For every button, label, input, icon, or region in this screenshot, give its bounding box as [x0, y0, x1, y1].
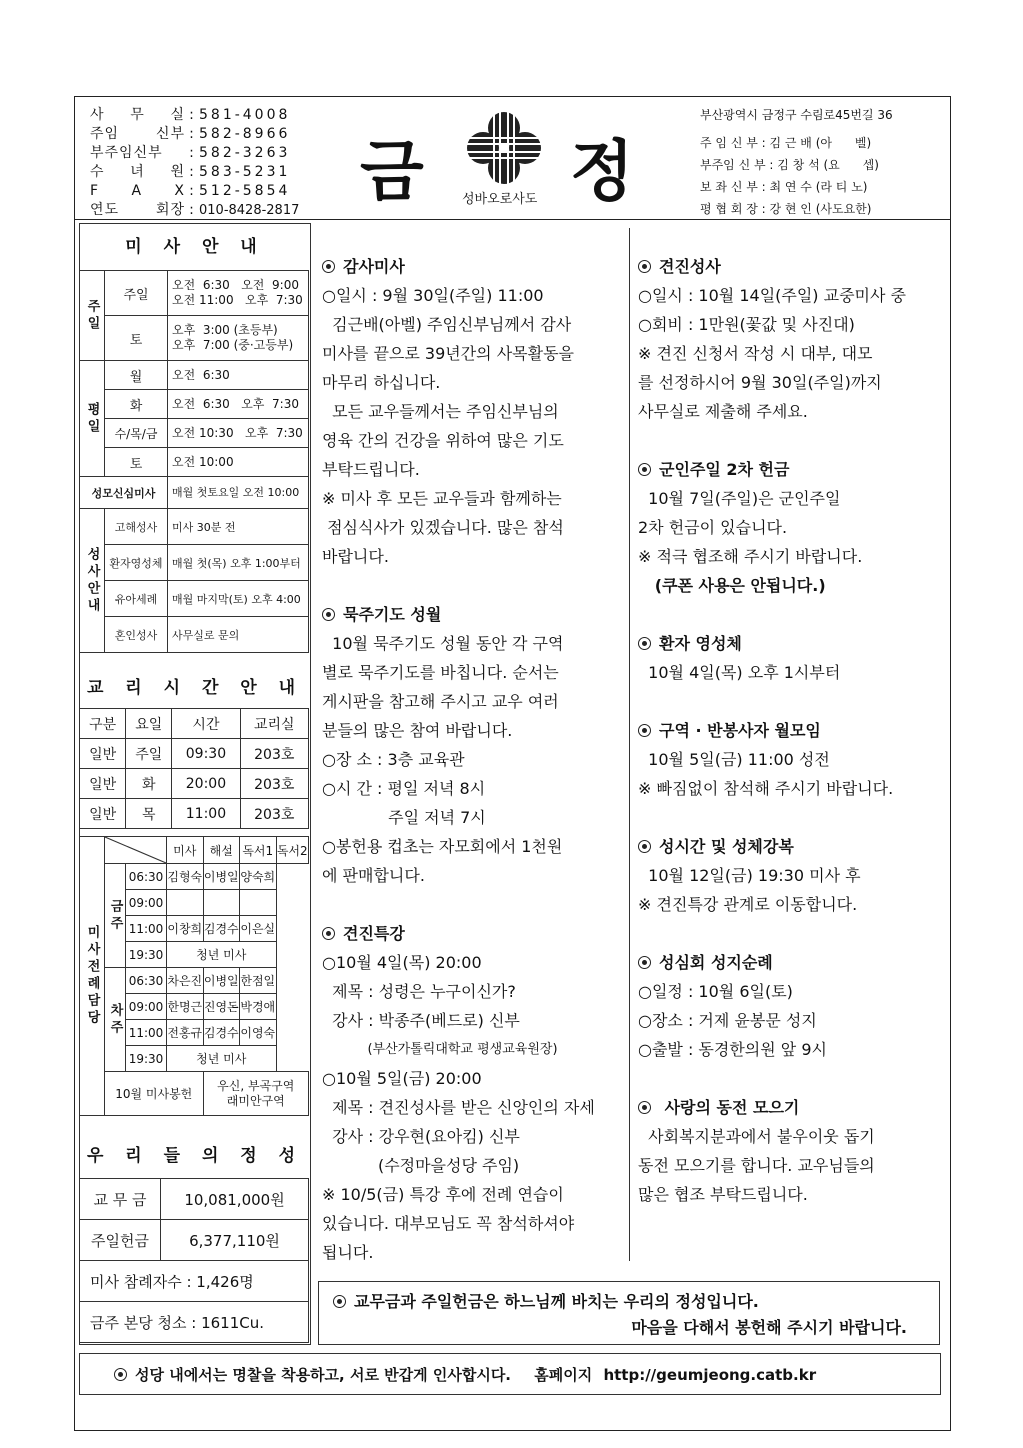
body-line: 10월 묵주기도 성월 동안 각 구역: [322, 634, 564, 653]
contact-value: 512-5854: [199, 183, 291, 199]
catechism-header: 요일: [126, 709, 172, 739]
mass-day: 화: [105, 390, 168, 419]
body-line: ○장소 : 거제 윤봉문 성지: [638, 1011, 817, 1030]
sacrament-value: 매월 마지막(토) 오후 4:00: [168, 581, 309, 617]
spacer: [638, 919, 906, 948]
mass-day: 토: [105, 448, 168, 477]
body-line: 있습니다. 대부모님도 꼭 참석하셔야: [322, 1214, 575, 1233]
youth-mass: 청년 미사: [167, 942, 277, 968]
body-line: 사회복지분과에서 불우이웃 돕기: [638, 1127, 875, 1146]
catechism-cell: 일반: [80, 799, 126, 829]
notice-box: [318, 1281, 940, 1345]
middle-column: [322, 252, 595, 1267]
catechism-cell: 11:00: [172, 799, 240, 829]
body-line: 제목 : 견진성사를 받은 신앙인의 자세: [322, 1098, 595, 1117]
body-line: ○출발 : 동경한의원 앞 9시: [638, 1040, 827, 1059]
catechism-cell: 목: [126, 799, 172, 829]
mass-time: 오후 3:00 (초등부) 오후 7:00 (중·고등부): [168, 316, 309, 361]
staff-line: 평 협 회 장 : 강 현 인 (사도요한): [700, 202, 872, 216]
contact-row: [90, 182, 310, 201]
bullet-icon: [638, 260, 651, 273]
colon: :: [189, 164, 195, 180]
body-line: 동전 모으기를 합니다. 교우님들의: [638, 1156, 875, 1175]
bullet-icon: [638, 840, 651, 853]
body-line: 강사 : 박종주(베드로) 신부: [322, 1011, 520, 1030]
sacrament-value: 매월 첫(목) 오후 1:00부터: [168, 545, 309, 581]
sacrament-name: 고해성사: [105, 509, 168, 545]
body-line: ○일시 : 9월 30일(주일) 11:00: [322, 286, 544, 305]
spacer: [638, 426, 906, 455]
contact-value: 010-8428-2817: [199, 203, 300, 218]
contact-list: [90, 106, 310, 220]
section-heading-text: 군인주일 2차 헌금: [659, 460, 790, 479]
title-right-char: 정: [570, 132, 634, 210]
sunday-offering-label: 주일헌금: [80, 1220, 161, 1261]
catechism-cell: 주일: [126, 739, 172, 769]
liturgy-cell: 이병일: [203, 968, 240, 994]
special-mass-label: 성모신심미사: [80, 477, 168, 509]
liturgy-cell: 한점일: [240, 968, 277, 994]
body-line: 바랍니다.: [322, 547, 389, 566]
section-heading: [638, 832, 906, 861]
section-heading-text: 구역 · 반봉사자 월모임: [659, 721, 821, 740]
body-line: 2차 헌금이 있습니다.: [638, 518, 788, 537]
mass-time: 오전 6:30 오후 7:30: [168, 390, 309, 419]
liturgy-cell: [240, 890, 277, 916]
youth-mass: 청년 미사: [167, 1046, 277, 1072]
liturgy-cell: 이병일: [203, 864, 240, 890]
liturgy-cell: 한명근: [167, 994, 204, 1020]
body-line: 영육 간의 건강을 위하여 많은 기도: [322, 431, 564, 450]
offering-value: 우신, 부곡구역 래미안구역: [203, 1072, 309, 1116]
body-line: ○10월 4일(목) 20:00: [322, 953, 482, 972]
body-line: ※ 10/5(금) 특강 후에 전례 연습이: [322, 1185, 564, 1204]
devotion-title: 우 리 들 의 정 성: [86, 1146, 304, 1166]
body-line: 10월 7일(주일)은 군인주일: [638, 489, 841, 508]
bullet-icon: [638, 956, 651, 969]
body-line: 마무리 하십니다.: [322, 373, 441, 392]
catechism-cell: 203호: [240, 799, 309, 829]
mass-time-cell: 19:30: [126, 942, 167, 968]
catechism-cell: 일반: [80, 739, 126, 769]
sacrament-name: 혼인성사: [105, 617, 168, 653]
liturgy-cell: 이영숙: [240, 1020, 277, 1046]
colon: :: [189, 202, 195, 218]
body-line: ○일시 : 10월 14일(주일) 교중미사 중: [638, 286, 907, 305]
bullet-icon: [333, 1295, 346, 1308]
colon: :: [189, 107, 195, 123]
title-left-char: 금: [360, 132, 424, 210]
liturgy-header: 독서2: [276, 837, 309, 864]
section-heading: [638, 455, 906, 484]
body-line: ※ 견진특강 관계로 이동합니다.: [638, 895, 858, 914]
body-line: 10월 4일(목) 오후 1시부터: [638, 663, 841, 682]
section-heading: [322, 252, 595, 281]
body-line: 에 판매합니다.: [322, 866, 425, 885]
section-heading-text: 성심회 성지순례: [659, 953, 773, 972]
mass-time: 오전 10:30 오후 7:30: [168, 419, 309, 448]
week-label: 금주: [105, 864, 126, 968]
section-heading-text: 환자 영성체: [659, 634, 742, 653]
contact-row: [90, 201, 310, 220]
cleaning: 금주 본당 청소 : 1611Cu.: [80, 1302, 309, 1343]
contact-row: [90, 106, 310, 125]
liturgy-cell: 이창희: [167, 916, 204, 942]
body-line: ※ 빠짐없이 참석해 주시기 바랍니다.: [638, 779, 894, 798]
bullet-icon: [638, 463, 651, 476]
body-line: ※ 적극 협조해 주시기 바랍니다.: [638, 547, 863, 566]
body-line: (부산가톨릭대학교 평생교육원장): [322, 1042, 558, 1057]
tithe-label: 교 무 금: [80, 1179, 161, 1220]
mass-day: 토: [105, 316, 168, 361]
spacer: [322, 890, 595, 919]
footer-text: 성당 내에서는 명찰을 착용하고, 서로 반갑게 인사합시다.: [135, 1366, 512, 1384]
homepage-label: 홈페이지: [534, 1366, 593, 1384]
subtitle: 성바오로사도: [462, 192, 538, 207]
body-line: (수정마을성당 주임): [322, 1156, 520, 1175]
body-line: 별로 묵주기도를 바칩니다. 순서는: [322, 663, 559, 682]
body-line: ※ 미사 후 모든 교우들과 함께하는: [322, 489, 562, 508]
mass-time-cell: 19:30: [126, 1046, 167, 1072]
catechism-header: 구분: [80, 709, 126, 739]
body-line: 됩니다.: [322, 1243, 374, 1262]
contact-label: 수 녀 원: [90, 164, 185, 180]
contact-value: 581-4008: [199, 107, 291, 123]
mass-time-cell: 06:30: [126, 968, 167, 994]
sacrament-name: 유아세례: [105, 581, 168, 617]
catechism-title: 교 리 시 간 안 내: [86, 678, 304, 698]
catechism-table: [79, 708, 309, 829]
section-heading: [638, 948, 906, 977]
liturgy-header: 미사: [167, 837, 204, 864]
body-line: 제목 : 성령은 누구이신가?: [322, 982, 516, 1001]
diagonal-cell: [105, 837, 167, 864]
body-line: ※ 견진 신청서 작성 시 대부, 대모: [638, 344, 873, 363]
liturgy-cell: 박경애: [240, 994, 277, 1020]
liturgy-header: 해설: [203, 837, 240, 864]
mass-guide-table: [79, 270, 309, 653]
section-heading: [638, 716, 906, 745]
mass-time: 오전 6:30: [168, 361, 309, 390]
body-line: 10월 12일(금) 19:30 미사 후: [638, 866, 861, 885]
bullet-icon: [322, 608, 335, 621]
contact-label: 사 무 실: [90, 107, 185, 123]
mass-time-cell: 09:00: [126, 890, 167, 916]
contact-label: F A X: [90, 183, 185, 199]
mass-time-cell: 11:00: [126, 1020, 167, 1046]
church-logo-icon: [463, 108, 545, 188]
body-line: ○회비 : 1만원(꽃값 및 사진대): [638, 315, 855, 334]
section-heading-text: 견진특강: [343, 924, 405, 943]
section-heading-text: 성시간 및 성체강복: [659, 837, 794, 856]
contact-row: [90, 125, 310, 144]
catechism-cell: 일반: [80, 769, 126, 799]
right-column: [638, 252, 906, 1209]
body-line: ○봉헌용 컵초는 자모회에서 1천원: [322, 837, 563, 856]
sacrament-label: 성사안내: [80, 509, 105, 653]
tithe-value: 10,081,000원: [161, 1179, 309, 1220]
bullet-icon: [322, 260, 335, 273]
bullet-icon: [638, 724, 651, 737]
staff-line: 보 좌 신 부 : 최 연 수 (라 티 노): [700, 180, 868, 194]
footer-box: [79, 1353, 941, 1395]
spacer: [638, 600, 906, 629]
devotion-table: [79, 1178, 309, 1343]
homepage-link[interactable]: http://geumjeong.catb.kr: [603, 1366, 817, 1384]
sacrament-value: 사무실로 문의: [168, 617, 309, 653]
catechism-cell: 203호: [240, 769, 309, 799]
liturgy-cell: 전홍규: [167, 1020, 204, 1046]
section-heading-text: 감사미사: [343, 257, 405, 276]
spacer: [638, 687, 906, 716]
mass-time-cell: 11:00: [126, 916, 167, 942]
notice-line2: 마음을 다해서 봉헌해 주시기 바랍니다.: [631, 1318, 907, 1337]
body-line: 강사 : 강우현(요아킴) 신부: [322, 1127, 520, 1146]
body-line: 많은 협조 부탁드립니다.: [638, 1185, 808, 1204]
attendance: 미사 참례자수 : 1,426명: [80, 1261, 309, 1302]
week-label: 차주: [105, 968, 126, 1072]
contact-row: [90, 144, 310, 163]
section-heading-text: 견진성사: [659, 257, 721, 276]
mass-time-cell: 09:00: [126, 994, 167, 1020]
contact-label: 주임 신부: [90, 126, 185, 142]
sacrament-name: 환자영성체: [105, 545, 168, 581]
colon: :: [189, 126, 195, 142]
colon: :: [189, 145, 195, 161]
mass-time: 오전 6:30 오전 9:00 오전 11:00 오후 7:30: [168, 271, 309, 316]
bullet-icon: [322, 927, 335, 940]
section-heading: [322, 600, 595, 629]
liturgy-cell: [203, 890, 240, 916]
liturgy-cell: 김경수: [203, 916, 240, 942]
body-line: 부탁드립니다.: [322, 460, 420, 479]
mass-time: 오전 10:00: [168, 448, 309, 477]
catechism-cell: 20:00: [172, 769, 240, 799]
body-line: 김근배(아벨) 주임신부님께서 감사: [322, 315, 572, 334]
spacer: [638, 803, 906, 832]
liturgy-cell: 양숙희: [240, 864, 277, 890]
staff-line: 부주임 신 부 : 김 창 석 (요 셉): [700, 158, 879, 172]
offering-label: 10월 미사봉헌: [105, 1072, 204, 1116]
column-divider: [629, 228, 630, 1261]
contact-value: 582-3263: [199, 145, 291, 161]
liturgy-header: 독서1: [240, 837, 277, 864]
section-heading: [638, 1093, 906, 1122]
body-line: ○10월 5일(금) 20:00: [322, 1069, 482, 1088]
liturgy-cell: [167, 890, 204, 916]
liturgy-table: [79, 836, 309, 1116]
bullet-icon: [638, 1101, 651, 1114]
weekday-label: 평일: [80, 361, 105, 477]
sunday-label: 주일: [80, 271, 105, 361]
liturgy-cell: 김형숙: [167, 864, 204, 890]
section-heading: [638, 629, 906, 658]
catechism-header: 시간: [172, 709, 240, 739]
contact-value: 583-5231: [199, 164, 291, 180]
mass-day: 월: [105, 361, 168, 390]
bullet-icon: [114, 1368, 127, 1381]
section-heading-text: 사랑의 동전 모으기: [659, 1098, 800, 1117]
contact-label: 부주임신부: [90, 145, 163, 161]
contact-value: 582-8966: [199, 126, 291, 142]
body-line: 모든 교우들께서는 주임신부님의: [322, 402, 559, 421]
staff-line: 주 임 신 부 : 김 근 배 (아 벨): [700, 136, 872, 150]
body-line: 미사를 끝으로 39년간의 사목활동을: [322, 344, 575, 363]
section-heading: [638, 252, 906, 281]
sunday-offering-value: 6,377,110원: [161, 1220, 309, 1261]
section-heading-text: 묵주기도 성월: [343, 605, 442, 624]
body-line: 분들의 많은 참여 바랍니다.: [322, 721, 513, 740]
header-right: [700, 104, 893, 220]
body-line: 점심식사가 있겠습니다. 많은 참석: [322, 518, 564, 537]
special-mass-value: 매월 첫토요일 오전 10:00: [168, 477, 309, 509]
colon: :: [189, 183, 195, 199]
catechism-cell: 203호: [240, 739, 309, 769]
body-line: ○일정 : 10월 6일(토): [638, 982, 793, 1001]
catechism-cell: 09:30: [172, 739, 240, 769]
liturgy-cell: 이은실: [240, 916, 277, 942]
body-line: ○시 간 : 평일 저녁 8시: [322, 779, 486, 798]
notice-line1: 교무금과 주일헌금은 하느님께 바치는 우리의 정성입니다.: [354, 1292, 759, 1311]
body-line: 10월 5일(금) 11:00 성전: [638, 750, 830, 769]
mass-day: 주일: [105, 271, 168, 316]
body-line: 게시판을 참고해 주시고 교우 여러: [322, 692, 559, 711]
spacer: [638, 1064, 906, 1093]
body-line: ○장 소 : 3층 교육관: [322, 750, 465, 769]
liturgy-cell: 차은진: [167, 968, 204, 994]
body-line: 사무실로 제출해 주세요.: [638, 402, 808, 421]
mass-day: 수/목/금: [105, 419, 168, 448]
section-heading: [322, 919, 595, 948]
body-line: (쿠폰 사용은 안됩니다.): [638, 576, 826, 595]
liturgy-cell: 진영돈: [203, 994, 240, 1020]
catechism-cell: 화: [126, 769, 172, 799]
bullet-icon: [638, 637, 651, 650]
spacer: [322, 571, 595, 600]
liturgy-cell: 김경수: [203, 1020, 240, 1046]
sacrament-value: 미사 30분 전: [168, 509, 309, 545]
address: 부산광역시 금정구 수림로45번길 36: [700, 108, 893, 122]
contact-label: 연도 회장: [90, 202, 185, 218]
catechism-header: 교리실: [240, 709, 309, 739]
liturgy-side-label: 미사전례담당: [80, 837, 105, 1116]
body-line: 를 선정하시어 9월 30일(주일)까지: [638, 373, 882, 392]
contact-row: [90, 163, 310, 182]
mass-guide-title: 미 사 안 내: [125, 237, 265, 257]
mass-time-cell: 06:30: [126, 864, 167, 890]
body-line: 주일 저녁 7시: [322, 808, 486, 827]
